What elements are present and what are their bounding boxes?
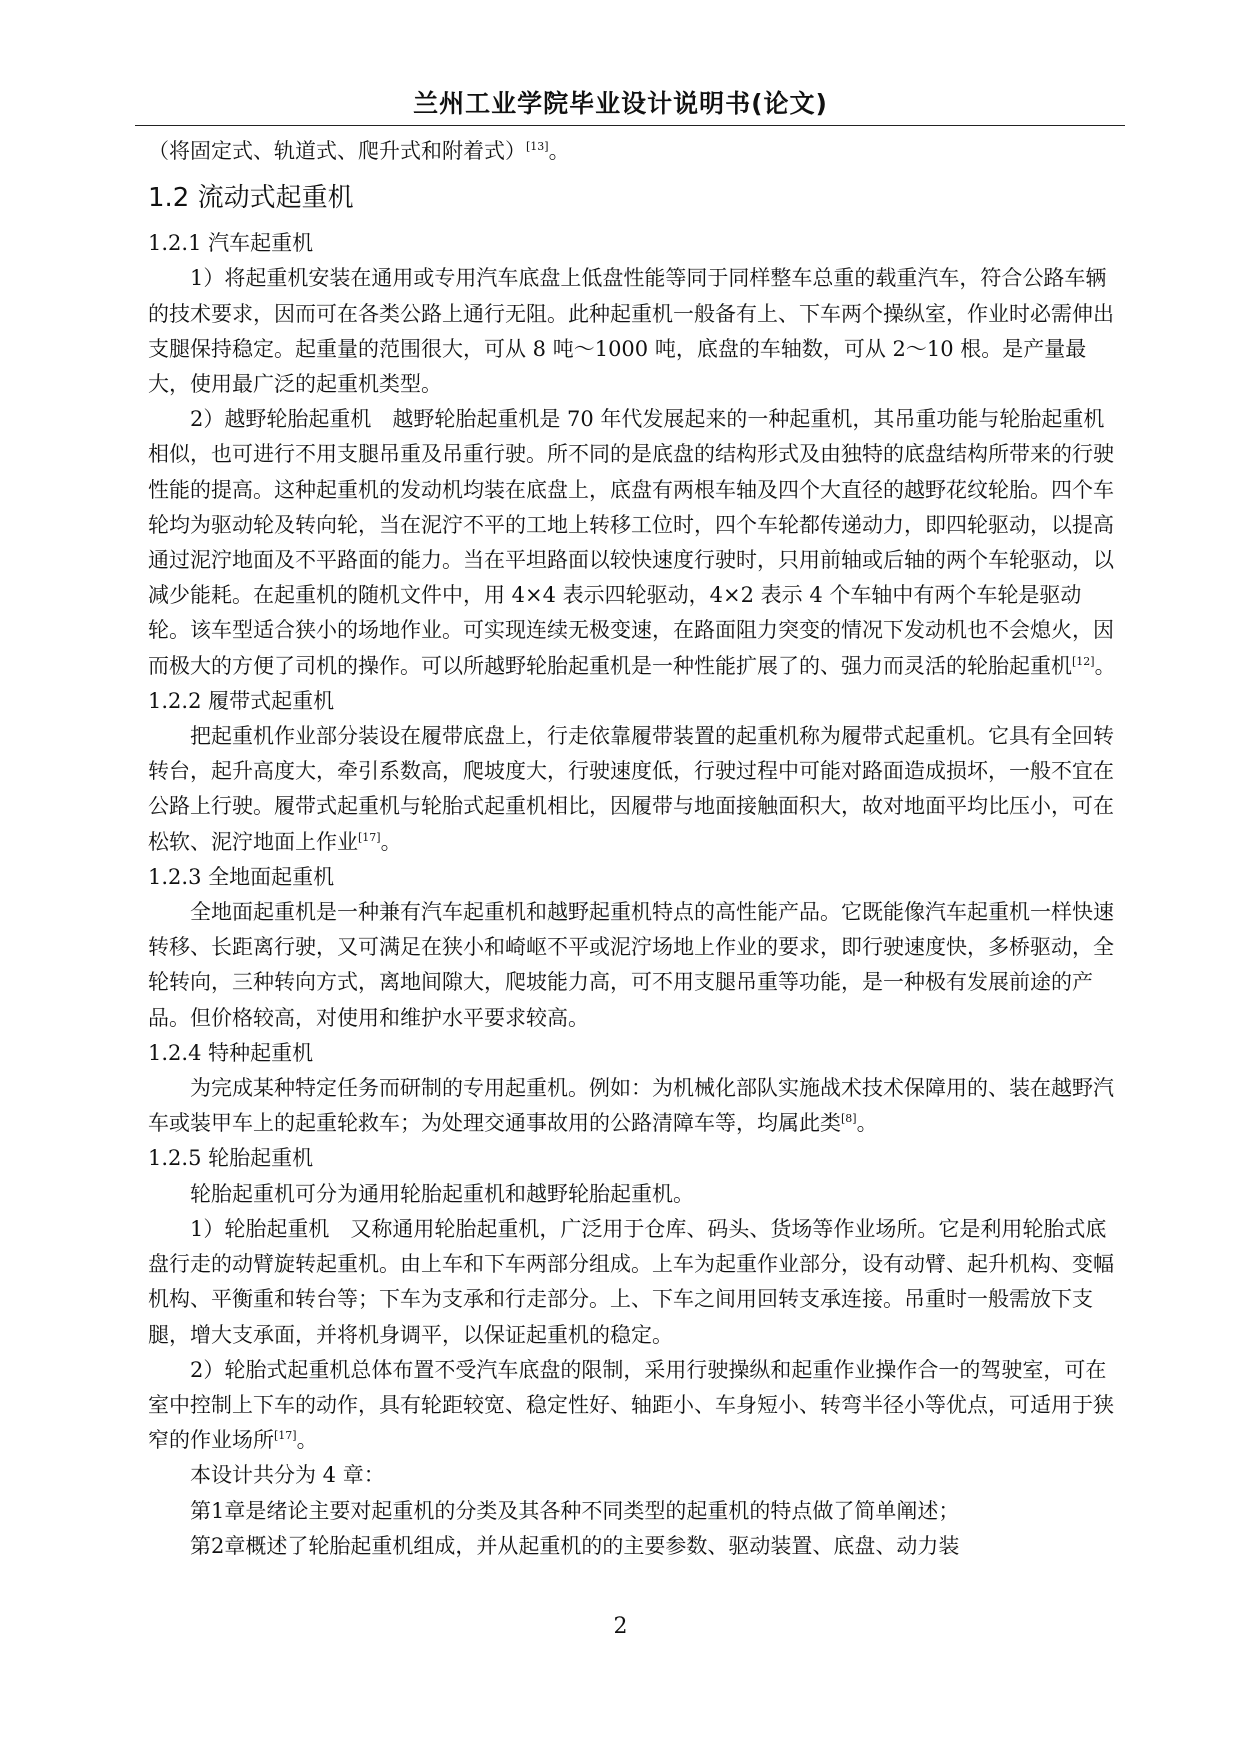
subsection-heading-1-2-5: 1.2.5 轮胎起重机 xyxy=(148,1146,314,1171)
paragraph: 2）轮胎式起重机总体布置不受汽车底盘的限制，采用行驶操纵和起重作业操作合一的驾驶室，可在室中控制上下车的动作，具有轮距较宽、稳定性好、轴距小、车身短小、转弯半径小等优点，可适用于狭窄的作业场所[17]。 xyxy=(148,1357,1114,1453)
outline-chapter-2: 第2章概述了轮胎起重机组成，并从起重机的的主要参数、驱动装置、底盘、动力装 xyxy=(190,1533,960,1558)
citation: [17] xyxy=(274,1429,297,1443)
paragraph: 全地面起重机是一种兼有汽车起重机和越野起重机特点的高性能产品。它既能像汽车起重机一样快速转移、长距离行驶，又可满足在狭小和崎岖不平或泥泞场地上作业的要求，即行驶速度快，多桥驱动，全轮转向，三种转向方式，离地间隙大，爬坡能力高，可不用支腿吊重等功能，是一种极有发展前途的产品。但价格较高，对使用和维护水平要求较高。 xyxy=(148,900,1114,1030)
subsection-heading-1-2-3: 1.2.3 全地面起重机 xyxy=(148,864,335,889)
outline-chapter-1: 第1章是绪论主要对起重机的分类及其各种不同类型的起重机的特点做了简单阐述； xyxy=(190,1498,960,1523)
citation: [13] xyxy=(526,140,549,153)
document-body xyxy=(148,134,1123,1564)
subsection-heading-1-2-1: 1.2.1 汽车起重机 xyxy=(148,231,314,256)
header-divider xyxy=(135,125,1125,126)
citation: [8] xyxy=(841,1112,857,1126)
section-title: 1.2 流动式起重机 xyxy=(148,183,354,214)
page-number: 2 xyxy=(613,1614,628,1639)
intro-line: （将固定式、轨道式、爬升式和附着式）[13]。 xyxy=(148,139,570,163)
paragraph: 把起重机作业部分装设在履带底盘上，行走依靠履带装置的起重机称为履带式起重机。它具有全回转转台，起升高度大，牵引系数高，爬坡度大，行驶速度低，行驶过程中可能对路面造成损坏，一般不宜在公路上行驶。履带式起重机与轮胎式起重机相比，因履带与地面接触面积大，故对地面平均比压小，可在松软、泥泞地面上作业[17]。 xyxy=(148,724,1114,854)
citation: [12] xyxy=(1072,654,1095,668)
citation: [17] xyxy=(358,830,381,844)
subsection-heading-1-2-4: 1.2.4 特种起重机 xyxy=(148,1040,314,1065)
outline-intro: 本设计共分为 4 章： xyxy=(190,1463,385,1488)
paragraph: 为完成某种特定任务而研制的专用起重机。例如：为机械化部队实施战术技术保障用的、装在越野汽车或装甲车上的起重轮救车；为处理交通事故用的公路清障车等，均属此类[8]。 xyxy=(148,1076,1114,1136)
page-header-title: 兰州工业学院毕业设计说明书(论文) xyxy=(413,89,828,118)
paragraph: 轮胎起重机可分为通用轮胎起重机和越野轮胎起重机。 xyxy=(190,1181,694,1206)
paragraph: 1）将起重机安装在通用或专用汽车底盘上低盘性能等同于同样整车总重的载重汽车，符合公路车辆的技术要求，因而可在各类公路上通行无阻。此种起重机一般备有上、下车两个操纵室，作业时必需伸出支腿保持稳定。起重量的范围很大，可从 8 吨～1000 吨，底盘的车轴数，可从 2～10 根。是产量最大，使用最广泛的起重机类型。 xyxy=(148,266,1114,397)
subsection-heading-1-2-2: 1.2.2 履带式起重机 xyxy=(148,688,335,713)
paragraph: 1）轮胎起重机 又称通用轮胎起重机，广泛用于仓库、码头、货场等作业场所。它是利用轮胎式底盘行走的动臂旋转起重机。由上车和下车两部分组成。上车为起重作业部分，设有动臂、起升机构、变幅机构、平衡重和转台等；下车为支承和行走部分。上、下车之间用回转支承连接。吊重时一般需放下支腿，增大支承面，并将机身调平，以保证起重机的稳定。 xyxy=(148,1216,1114,1347)
paragraph: 2）越野轮胎起重机 越野轮胎起重机是 70 年代发展起来的一种起重机，其吊重功能与轮胎起重机相似，也可进行不用支腿吊重及吊重行驶。所不同的是底盘的结构形式及由独特的底盘结构所带来的行驶性能的提高。这种起重机的发动机均装在底盘上，底盘有两根车轴及四个大直径的越野花纹轮胎。四个车轮均为驱动轮及转向轮，当在泥泞不平的工地上转移工位时，四个车轮都传递动力，即四轮驱动，以提高通过泥泞地面及不平路面的能力。当在平坦路面以较快速度行驶时，只用前轴或后轴的两个车轮驱动，以减少能耗。在起重机的随机文件中，用 4×4 表示四轮驱动，4×2 表示 4 个车轴中有两个车轮是驱动轮。该车型适合狭小的场地作业。可实现连续无极变速，在路面阻力突变的情况下发动机也不会熄火，因而极大的方便了司机的操作。可以所越野轮胎起重机是一种性能扩展了的、强力而灵活的轮胎起重机[12]。 xyxy=(148,407,1116,678)
